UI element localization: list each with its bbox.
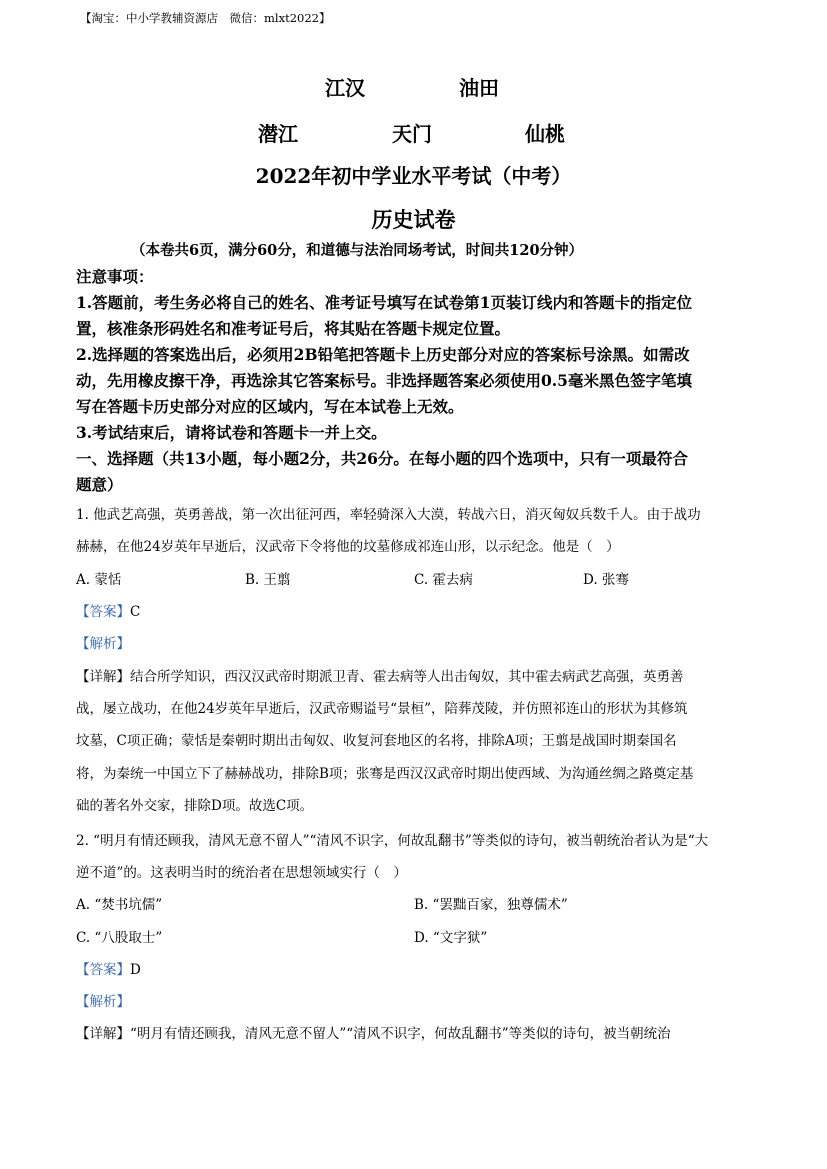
title-tianmen: 天门: [392, 122, 432, 146]
q2-answer: [76, 958, 141, 978]
q2-analysis-tag: 【解析】: [76, 994, 130, 1010]
title-xiantao: 仙桃: [525, 122, 565, 146]
notice-line: 写在答题卡历史部分对应的区域内，写在本试卷上无效。: [76, 397, 464, 416]
section-heading: 题意）: [76, 475, 123, 494]
notice-line: 置，核准条形码姓名和准考证号后，将其贴在答题卡规定位置。: [76, 319, 511, 338]
q1-option-c: C. 霍去病: [414, 572, 473, 588]
q2-stem: 2. “明月有情还顾我，清风无意不留人”“清风不识字，何故乱翻书”等类似的诗句，被当朝统治者认为是“大: [76, 833, 709, 849]
answer-tag: 【答案】: [76, 962, 130, 978]
q1-stem: 赫赫，在他24岁英年早逝后，汉武帝下令将他的坟墓修成祁连山形，以示纪念。他是（ ）: [76, 539, 620, 555]
page-header: 【淘宝：中小学教辅资源店 微信：mlxt2022】: [80, 11, 331, 25]
q2-option-c: C. “八股取士”: [76, 930, 163, 946]
q1-detail-line: 坟墓，C项正确；蒙恬是秦朝时期出击匈奴、收复河套地区的名将，排除A项；王翦是战国时期秦国名: [76, 733, 677, 749]
q1-detail-line: 础的著名外交家，排除D项。故选C项。: [76, 798, 314, 814]
answer-value: D: [130, 962, 141, 978]
section-heading: 一、选择题（共13小题，每小题2分，共26分。在每小题的四个选项中，只有一项最符合: [76, 449, 688, 468]
title-jianghan: 江汉: [325, 76, 365, 100]
q2-option-b: B. “罢黜百家，独尊儒术”: [414, 897, 568, 913]
notice-line: 1.答题前，考生务必将自己的姓名、准考证号填写在试卷第1页装订线内和答题卡的指定位: [76, 293, 692, 312]
detail-tag: 【详解】: [76, 1026, 130, 1042]
q2-option-a: A. “焚书坑儒”: [76, 897, 163, 913]
q1-analysis-tag: 【解析】: [76, 636, 130, 652]
q1-detail-line: 战，屡立战功，在他24岁英年早逝后，汉武帝赐谥号“景桓”，陪葬茂陵，并仿照祁连山的形状为其修筑: [76, 701, 688, 717]
detail-text: 结合所学知识，西汉汉武帝时期派卫青、霍去病等人出击匈奴，其中霍去病武艺高强，英勇善: [130, 669, 684, 685]
q1-detail: [76, 665, 684, 685]
q2-detail: [76, 1022, 671, 1042]
answer-tag: 【答案】: [76, 604, 130, 620]
detail-tag: 【详解】: [76, 669, 130, 685]
notice-line: 3.考试结束后，请将试卷和答题卡一并上交。: [76, 423, 387, 442]
q2-stem: 逆不道”的。这表明当时的统治者在思想领域实行（ ）: [76, 865, 407, 881]
title-qianjiang: 潜江: [258, 122, 298, 146]
answer-value: C: [130, 604, 141, 620]
detail-text: “明月有情还顾我，清风无意不留人”“清风不识字，何故乱翻书”等类似的诗句，被当朝统治: [130, 1026, 671, 1042]
q1-stem: 1. 他武艺高强，英勇善战，第一次出征河西，率轻骑深入大漠，转战六日，消灭匈奴兵数千人。由于战功: [76, 507, 701, 523]
exam-note: （本卷共6页，满分60分，和道德与法治同场考试，时间共120分钟）: [131, 242, 584, 259]
notice-heading: 注意事项：: [76, 267, 154, 286]
q1-option-a: A. 蒙恬: [76, 572, 122, 588]
notice-line: 2.选择题的答案选出后，必须用2B铅笔把答题卡上历史部分对应的答案标号涂黑。如需改: [76, 345, 690, 364]
q1-option-d: D. 张骞: [583, 572, 629, 588]
q1-detail-line: 将，为秦统一中国立下了赫赫战功，排除B项；张骞是西汉汉武帝时期出使西域、为沟通丝绸之路奠定基: [76, 766, 694, 782]
subject-title: 历史试卷: [371, 207, 456, 232]
exam-title: 2022年初中学业水平考试（中考）: [255, 164, 572, 188]
title-youtian: 油田: [459, 76, 499, 100]
q2-option-d: D. “文字狱”: [414, 930, 488, 946]
notice-line: 动，先用橡皮擦干净，再选涂其它答案标号。非选择题答案必须使用0.5毫米黑色签字笔填: [76, 371, 692, 390]
q1-option-b: B. 王翦: [245, 572, 291, 588]
q1-answer: [76, 600, 140, 620]
